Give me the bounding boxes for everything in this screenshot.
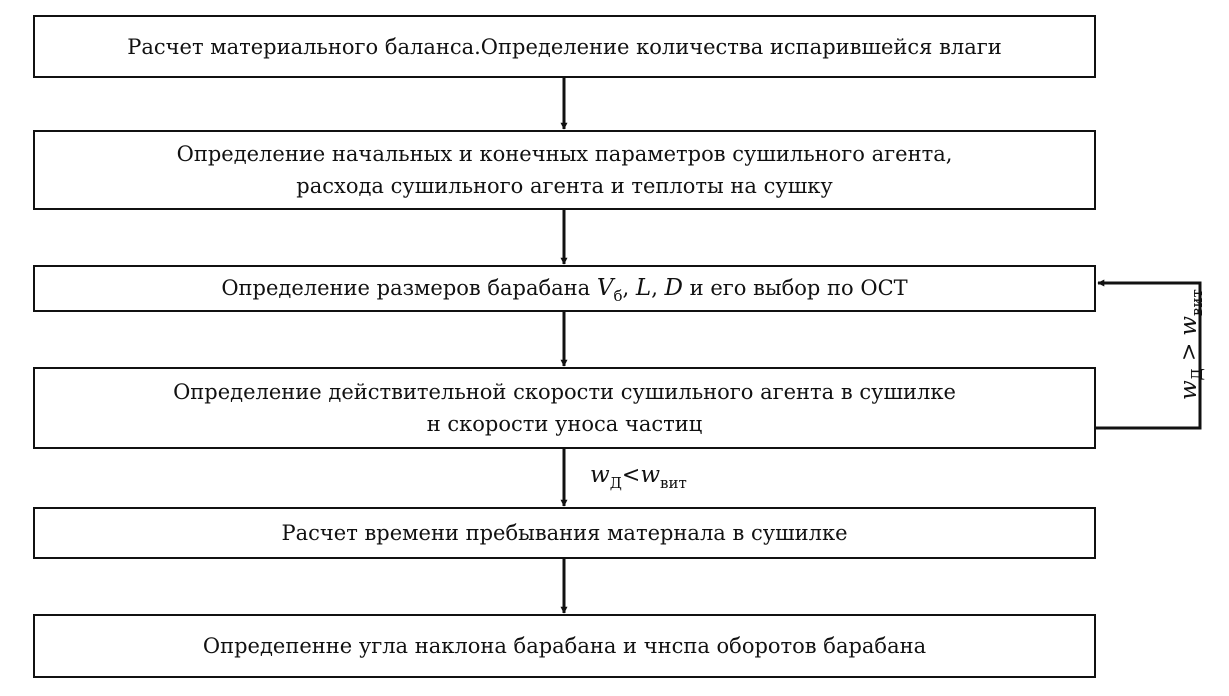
symbol-d: D	[664, 274, 683, 301]
step-text-line: Определение действительной скорости сушильного агента в сушилке	[173, 380, 956, 404]
step-text-line: н скорости уноса частиц	[426, 412, 703, 436]
symbol-w-subscript: вит	[660, 474, 687, 492]
step-text-line: Определение начальных и конечных параметров сушильного агента,	[176, 142, 953, 166]
symbol-w-subscript: вит	[1188, 289, 1206, 316]
step-text-line: Расчет времени пребывания матернала в сушилке	[281, 521, 848, 545]
condition-loop-label	[1176, 289, 1206, 400]
separator: ,	[622, 275, 636, 300]
symbol-w: w	[1176, 316, 1202, 336]
separator: ,	[651, 275, 665, 300]
symbol-w: w	[640, 462, 661, 488]
operator-greater: >	[1177, 335, 1202, 369]
symbol-w: w	[1176, 380, 1202, 400]
step-text-line: расхода сушильного агента и теплоты на сушку	[296, 174, 833, 198]
operator-less: <	[621, 463, 641, 488]
condition-forward-label	[590, 462, 687, 492]
step-text-suffix: и его выбор по ОСТ	[683, 275, 908, 300]
symbol-v: V	[596, 274, 614, 301]
step-text-line: Расчет материального баланса.Определение количества испарившейся влаги	[127, 34, 1002, 59]
symbol-l: L	[635, 274, 652, 301]
symbol-v-subscript: б	[613, 286, 623, 305]
step-text-line: Опредепенне угла наклона барабана и чнспа оборотов барабана	[202, 634, 927, 658]
symbol-w-subscript: Д	[1188, 368, 1206, 381]
symbol-w-subscript: Д	[609, 474, 622, 492]
step-text-prefix: Определение размеров барабана	[221, 275, 597, 300]
symbol-w: w	[590, 462, 610, 488]
